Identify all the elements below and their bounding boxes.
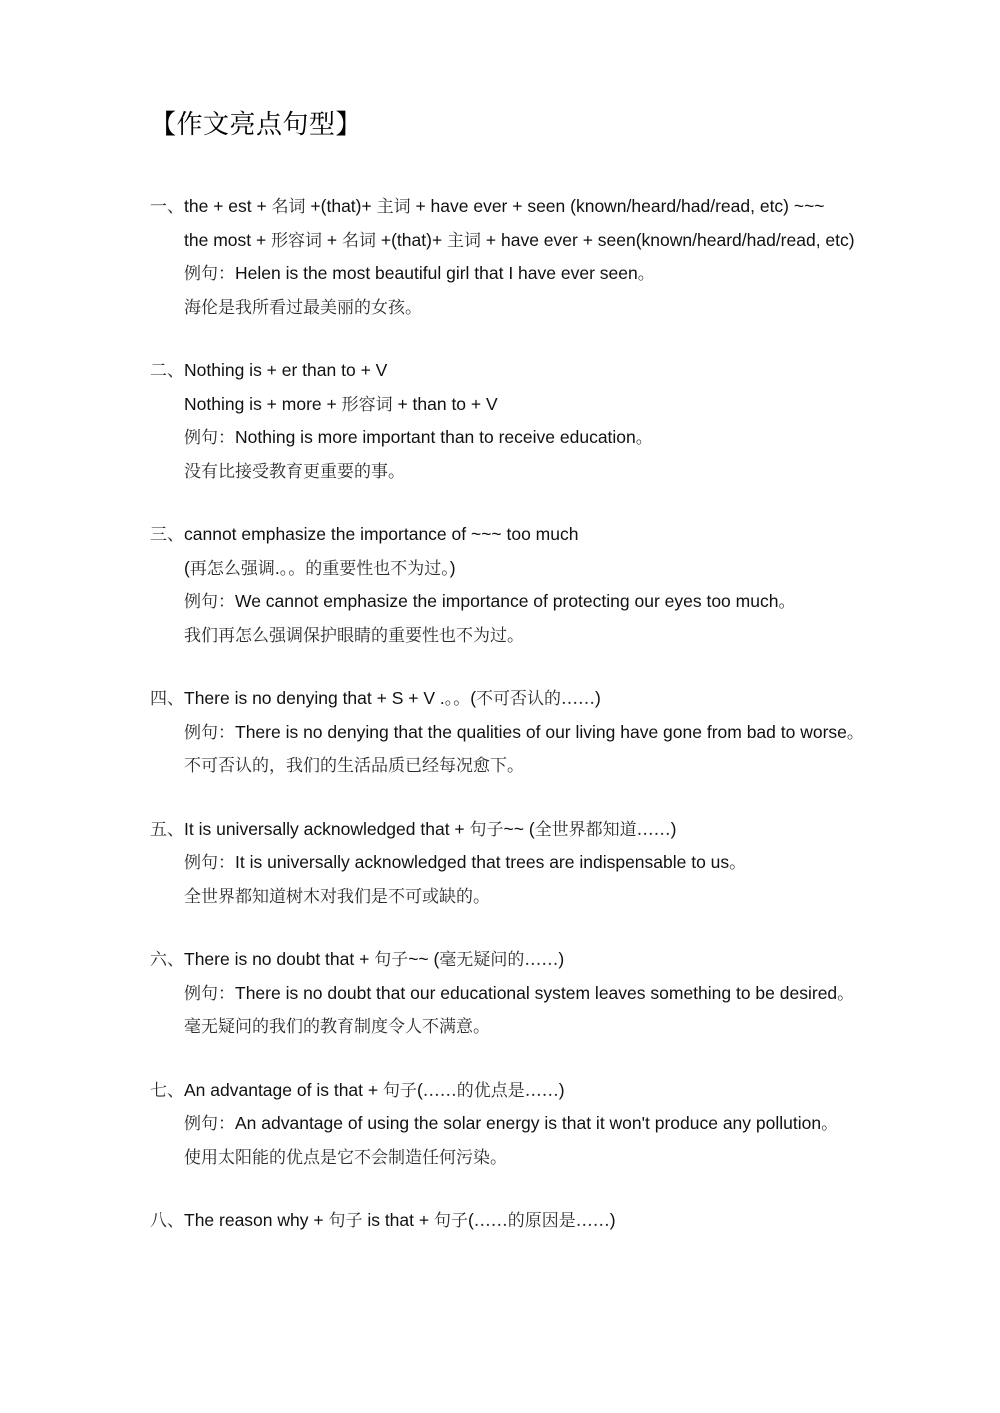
section-heading-line: 五、It is universally acknowledged that + 句子~~ (全世界都知道……) [150,818,677,840]
section-heading-line: 三、cannot emphasize the importance of ~~~ too much [150,524,579,545]
section-body-line: 例句：Helen is the most beautiful girl that I have ever seen。 [184,263,655,284]
cjk-run: 句子 [469,819,504,840]
section-body-line [184,291,965,325]
section-body-line: 例句：There is no denying that the qualities of our living have gone from bad to worse。 [184,721,864,743]
section-body-line: 例句：It is universally acknowledged that trees are indispensable to us。 [184,852,747,873]
sentence-pattern-section [150,682,965,783]
cjk-run: 形容词 [341,394,393,415]
cjk-run: 。 [846,722,864,743]
section-body-line: 例句：Nothing is more important than to receive education。 [184,427,653,448]
cjk-run: 主词 [447,230,482,251]
cjk-run: 海伦是我所看过最美丽的女孩。 [184,297,422,318]
section-body-line: the most + 形容词 + 名词 +(that)+ 主词 + have ever + seen(known/heard/had/read, etc) [184,229,855,251]
cjk-run: 例句： [184,428,235,448]
section-body-line [184,749,965,783]
section-enumerator: 一、 [150,197,184,217]
section-enumerator: 三、 [150,525,184,545]
cjk-run: 例句： [184,722,235,743]
cjk-run: 例句： [184,853,235,873]
cjk-run: 例句： [184,264,235,284]
section-heading-line: 七、An advantage of is that + 句子(……的优点是……) [150,1079,565,1101]
cjk-run: 我们再怎么强调保护眼睛的重要性也不为过。 [184,625,524,646]
cjk-run: 使用太阳能的优点是它不会制造任何污染。 [184,1147,507,1168]
section-heading-line: 一、the + est + 名词 +(that)+ 主词 + have ever + seen (known/heard/had/read, etc) ~~~ [150,196,825,217]
cjk-run: 全世界都知道…… [534,819,671,840]
sentence-pattern-section [150,1074,965,1175]
sentence-pattern-section [150,190,965,324]
section-body-line [184,619,965,653]
sentence-pattern-section [150,1204,965,1238]
sentence-pattern-list [150,190,965,1238]
cjk-run: ……的原因是…… [473,1211,610,1231]
section-body-line [184,1010,965,1044]
section-enumerator: 四、 [150,689,184,709]
cjk-run: 。。的重要性也不为过。 [279,558,450,579]
cjk-run: 毫无疑问的我们的教育制度令人不满意。 [184,1017,490,1037]
sentence-pattern-section [150,518,965,652]
cjk-run: 句子 [382,1080,417,1101]
section-body-line [184,1141,965,1175]
cjk-run: 形容词 [271,230,323,251]
cjk-run: 不可否认的…… [476,689,596,709]
cjk-run: 毫无疑问的…… [439,950,559,970]
cjk-run: 。 [821,1114,839,1134]
section-heading-line: 八、The reason why + 句子 is that + 句子(……的原因是……) [150,1210,616,1231]
cjk-run: 没有比接受教育更重要的事。 [184,461,405,482]
cjk-run: 全世界都知道树木对我们是不可或缺的。 [184,886,490,907]
section-body-line: Nothing is + more + 形容词 + than to + V [184,393,498,415]
section-enumerator: 八、 [150,1211,184,1231]
cjk-run: 。 [729,853,747,873]
section-body-line [184,455,965,489]
sentence-pattern-section [150,354,965,488]
section-body-line: (再怎么强调.。。的重要性也不为过。) [184,557,456,579]
cjk-run: 。 [635,428,653,448]
cjk-run: 不可否认的，我们的生活品质已经每况愈下。 [184,756,524,776]
sentence-pattern-section [150,813,965,914]
section-enumerator: 六、 [150,950,184,970]
section-heading-line: 六、There is no doubt that + 句子~~ (毫无疑问的……) [150,949,565,970]
cjk-run: 句子 [374,950,409,970]
cjk-run: 例句： [184,983,235,1004]
cjk-run: 。 [837,983,855,1004]
section-enumerator: 五、 [150,819,184,840]
section-enumerator: 七、 [150,1080,184,1101]
cjk-run: 句子 [433,1211,468,1231]
cjk-run: 句子 [328,1211,363,1231]
cjk-run: 。。 [444,689,471,709]
section-body-line: 例句：There is no doubt that our educational system leaves something to be desired。 [184,982,855,1004]
cjk-run: 例句： [184,1114,235,1134]
cjk-run: 。 [778,592,796,612]
cjk-run: 名词 [271,197,306,217]
section-heading-line: 四、There is no denying that + S + V .。。(不可否认的……) [150,688,601,709]
section-body-line [184,880,965,914]
section-heading-line: 二、Nothing is + er than to + V [150,360,388,381]
section-body-line: 例句：We cannot emphasize the importance of protecting our eyes too much。 [184,591,796,612]
cjk-run: ……的优点是…… [422,1080,559,1101]
cjk-run: 名词 [342,230,377,251]
section-enumerator: 二、 [150,361,184,381]
sentence-pattern-section [150,943,965,1044]
page-title: 【作文亮点句型】 [150,110,363,140]
cjk-run: 再怎么强调 [189,558,275,579]
section-body-line: 例句：An advantage of using the solar energy is that it won't produce any pollution。 [184,1113,839,1134]
cjk-run: 。 [637,264,655,284]
cjk-run: 例句： [184,592,235,612]
cjk-run: 主词 [376,197,411,217]
document-body [150,108,965,1238]
